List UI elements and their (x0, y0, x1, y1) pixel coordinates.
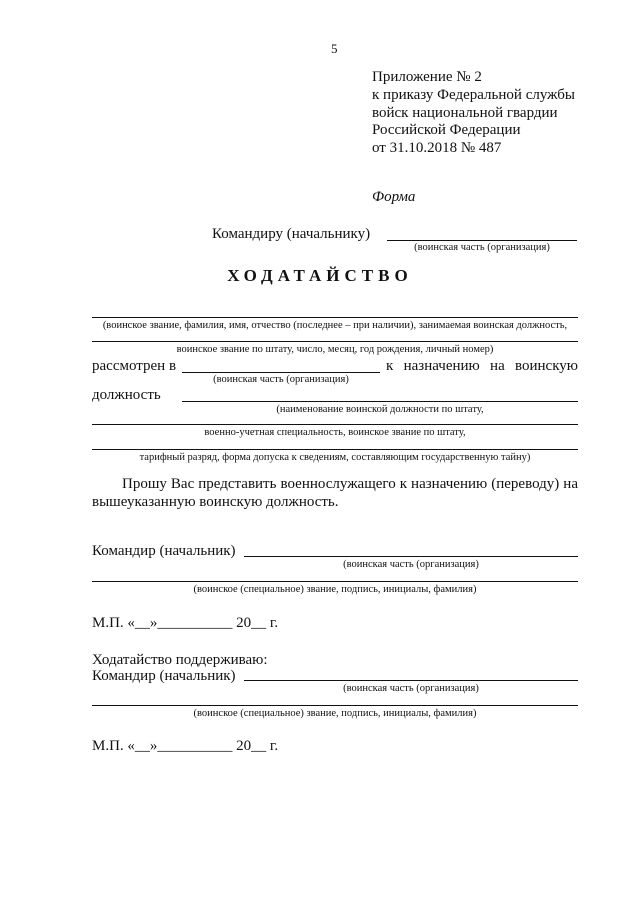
appendix-line-2: к приказу Федеральной службы (372, 87, 576, 103)
support-unit-line[interactable] (244, 680, 578, 681)
specialty-caption: военно-учетная специальность, воинское звание по штату, (204, 427, 466, 438)
commander-sign-line[interactable] (92, 581, 578, 582)
commander-label: Командир (начальник) (92, 543, 236, 559)
tariff-line[interactable] (92, 449, 578, 450)
request-line-1: Прошу Вас представить военнослужащего к назначению (переводу) на (122, 476, 578, 492)
appendix-line-4: Российской Федерации (372, 122, 521, 138)
specialty-line[interactable] (92, 424, 578, 425)
stamp-date-2: М.П. «__»__________ 20__ г. (92, 738, 279, 754)
rank-name-line[interactable] (92, 317, 578, 318)
considered-unit-line[interactable] (182, 372, 380, 373)
page-number: 5 (331, 41, 338, 56)
addressee-caption: (воинская часть (организация) (414, 242, 550, 253)
commander-unit-line[interactable] (244, 556, 578, 557)
commander-unit-caption: (воинская часть (организация) (343, 559, 479, 570)
appendix-line-1: Приложение № 2 (372, 69, 482, 85)
position-name-caption: (наименование воинской должности по штату, (276, 404, 484, 415)
rank-staff-caption: воинское звание по штату, число, месяц, год рождения, личный номер) (176, 344, 494, 355)
stamp-date-1: М.П. «__»__________ 20__ г. (92, 615, 279, 631)
tariff-caption: тарифный разряд, форма допуска к сведениям, составляющим государственную тайну) (139, 452, 531, 463)
form-label: Форма (372, 189, 416, 205)
addressee-label: Командиру (начальнику) (212, 226, 371, 242)
considered-in-label: рассмотрен в (92, 358, 177, 374)
support-commander-label: Командир (начальник) (92, 668, 236, 684)
considered-unit-caption: (воинская часть (организация) (213, 374, 349, 385)
support-sign-line[interactable] (92, 705, 578, 706)
rank-name-caption: (воинское звание, фамилия, имя, отчество (последнее – при наличии), занимаемая воинская должность, (102, 320, 568, 331)
position-label: должность (92, 387, 161, 403)
support-sign-caption: (воинское (специальное) звание, подпись, инициалы, фамилия) (193, 708, 477, 719)
appointment-label: к назначению на воинскую (386, 358, 578, 374)
addressee-line[interactable] (387, 240, 577, 241)
page-title: ХОДАТАЙСТВО (227, 266, 413, 285)
position-line[interactable] (182, 401, 578, 402)
commander-sign-caption: (воинское (специальное) звание, подпись, инициалы, фамилия) (193, 584, 477, 595)
rank-staff-line[interactable] (92, 341, 578, 342)
support-unit-caption: (воинская часть (организация) (343, 683, 479, 694)
request-line-2: вышеуказанную воинскую должность. (92, 494, 339, 510)
appendix-line-3: войск национальной гвардии (372, 105, 558, 121)
support-label: Ходатайство поддерживаю: (92, 652, 268, 668)
appendix-line-5: от 31.10.2018 № 487 (372, 140, 502, 156)
